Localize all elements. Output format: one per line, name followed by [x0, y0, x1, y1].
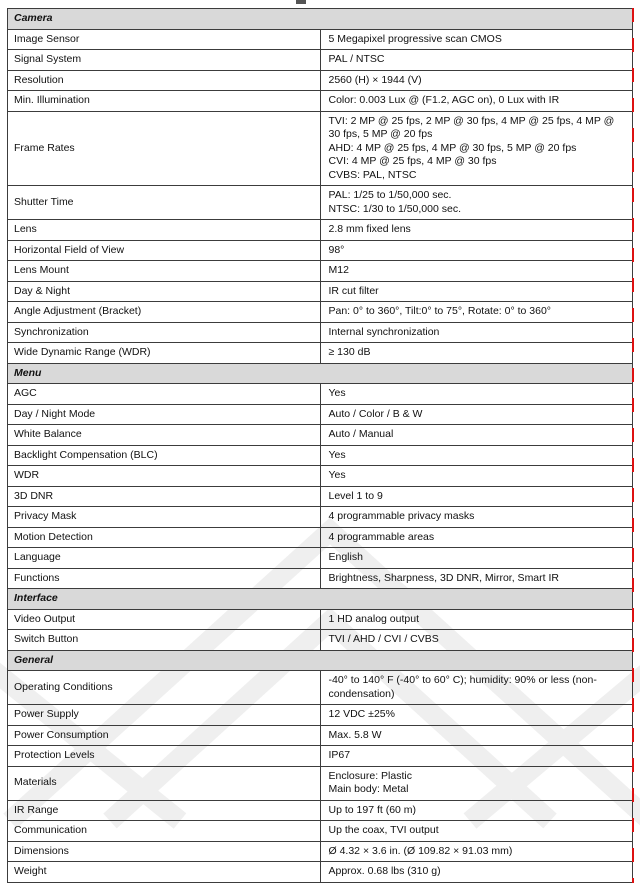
section-header-general: General	[8, 650, 633, 671]
spec-value	[320, 568, 633, 589]
spec-value-line: 2.8 mm fixed lens	[328, 223, 411, 235]
table-row	[8, 725, 633, 746]
table-row	[8, 841, 633, 862]
table-row	[8, 445, 633, 466]
spec-label: 3D DNR	[8, 486, 321, 507]
table-row	[8, 240, 633, 261]
table-row	[8, 746, 633, 767]
spec-label: Synchronization	[8, 322, 321, 343]
spec-value	[320, 609, 633, 630]
table-row	[8, 384, 633, 405]
spec-value-line: NTSC: 1/30 to 1/50,000 sec.	[328, 202, 461, 215]
spec-value	[320, 821, 633, 842]
spec-value	[320, 70, 633, 91]
section-header-interface: Interface	[8, 589, 633, 610]
spec-value	[320, 841, 633, 862]
spec-value-line: Yes	[328, 387, 346, 399]
spec-label: Power Supply	[8, 705, 321, 726]
spec-label: AGC	[8, 384, 321, 405]
table-row	[8, 486, 633, 507]
spec-label: Functions	[8, 568, 321, 589]
spec-label: White Balance	[8, 425, 321, 446]
spec-value-line: Approx. 0.68 lbs (310 g)	[328, 865, 441, 877]
table-row	[8, 302, 633, 323]
spec-value	[320, 548, 633, 569]
section-row	[8, 589, 633, 610]
spec-value-line: IR cut filter	[328, 284, 379, 297]
table-row	[8, 862, 633, 883]
table-row	[8, 548, 633, 569]
section-row	[8, 9, 633, 30]
spec-value	[320, 343, 633, 364]
table-row	[8, 261, 633, 282]
spec-label: Min. Illumination	[8, 91, 321, 112]
spec-value	[320, 527, 633, 548]
spec-label: Wide Dynamic Range (WDR)	[8, 343, 321, 364]
table-row	[8, 220, 633, 241]
spec-label: Frame Rates	[8, 111, 321, 186]
spec-label: Resolution	[8, 70, 321, 91]
spec-value-line: 2560 (H) × 1944 (V)	[328, 73, 422, 86]
spec-table-wrap	[7, 8, 633, 883]
spec-value	[320, 445, 633, 466]
table-row	[8, 568, 633, 589]
spec-value-line: PAL / NTSC	[328, 53, 385, 65]
spec-value-line: -40° to 140° F (-40° to 60° C); humidity: 90% or less (non-condensation)	[328, 674, 597, 700]
spec-label: Materials	[8, 766, 321, 800]
spec-value-line: Max. 5.8 W	[328, 728, 382, 741]
table-row	[8, 91, 633, 112]
table-row	[8, 671, 633, 705]
spec-value	[320, 261, 633, 282]
table-row	[8, 466, 633, 487]
table-row	[8, 821, 633, 842]
section-row	[8, 363, 633, 384]
table-row	[8, 425, 633, 446]
spec-value	[320, 404, 633, 425]
spec-value-line: Level 1 to 9	[328, 489, 383, 502]
spec-value-line: Yes	[328, 448, 346, 461]
spec-value	[320, 486, 633, 507]
spec-value	[320, 302, 633, 323]
table-row	[8, 507, 633, 528]
table-row	[8, 111, 633, 186]
spec-label: IR Range	[8, 800, 321, 821]
spec-value-line: CVI: 4 MP @ 25 fps, 4 MP @ 30 fps	[328, 155, 497, 167]
spec-table-body	[8, 9, 633, 883]
spec-value-line: Up the coax, TVI output	[328, 824, 439, 836]
spec-label: Dimensions	[8, 841, 321, 862]
spec-value-line: 12 VDC ±25%	[328, 708, 395, 720]
spec-value-line: ≥ 130 dB	[328, 346, 371, 358]
spec-label: Angle Adjustment (Bracket)	[8, 302, 321, 323]
spec-value	[320, 746, 633, 767]
spec-value	[320, 507, 633, 528]
spec-value-line: Auto / Color / B & W	[328, 407, 423, 420]
spec-value	[320, 766, 633, 800]
spec-value-line: Color: 0.003 Lux @ (F1.2, AGC on), 0 Lux with IR	[328, 94, 560, 106]
spec-value-line: Internal synchronization	[328, 325, 440, 338]
table-row	[8, 70, 633, 91]
page-crop-artifact	[296, 0, 306, 4]
spec-value	[320, 862, 633, 883]
spec-value-line: IP67	[328, 749, 351, 761]
table-row	[8, 186, 633, 220]
table-row	[8, 343, 633, 364]
spec-label: Operating Conditions	[8, 671, 321, 705]
spec-label: Lens Mount	[8, 261, 321, 282]
spec-value-line: Ø 4.32 × 3.6 in. (Ø 109.82 × 91.03 mm)	[328, 844, 513, 857]
spec-label: Video Output	[8, 609, 321, 630]
spec-label: WDR	[8, 466, 321, 487]
spec-value	[320, 111, 633, 186]
spec-label: Day & Night	[8, 281, 321, 302]
table-row	[8, 50, 633, 71]
section-header-camera: Camera	[8, 9, 633, 30]
spec-value	[320, 725, 633, 746]
spec-value-line: TVI / AHD / CVI / CVBS	[328, 633, 439, 645]
spec-label: Lens	[8, 220, 321, 241]
spec-value	[320, 322, 633, 343]
table-row	[8, 800, 633, 821]
spec-value	[320, 29, 633, 50]
spec-value	[320, 220, 633, 241]
spec-value	[320, 425, 633, 446]
spec-value	[320, 281, 633, 302]
section-header-menu: Menu	[8, 363, 633, 384]
spec-value-line: Yes	[328, 469, 346, 481]
spec-value-line: Pan: 0° to 360°, Tilt:0° to 75°, Rotate: 0° to 360°	[328, 305, 551, 317]
spec-label: Horizontal Field of View	[8, 240, 321, 261]
spec-value-line: PAL: 1/25 to 1/50,000 sec.	[328, 189, 452, 201]
spec-value-line: Up to 197 ft (60 m)	[328, 803, 417, 816]
table-row	[8, 322, 633, 343]
spec-label: Day / Night Mode	[8, 404, 321, 425]
spec-label: Weight	[8, 862, 321, 883]
spec-value-line: 5 Megapixel progressive scan CMOS	[328, 32, 502, 45]
spec-value-line: 4 programmable areas	[328, 530, 435, 543]
spec-label: Communication	[8, 821, 321, 842]
spec-value	[320, 671, 633, 705]
table-row	[8, 766, 633, 800]
spec-label: Motion Detection	[8, 527, 321, 548]
table-row	[8, 29, 633, 50]
spec-value-line: Main body: Metal	[328, 783, 409, 795]
spec-label: Backlight Compensation (BLC)	[8, 445, 321, 466]
spec-value	[320, 705, 633, 726]
spec-value	[320, 50, 633, 71]
spec-value	[320, 800, 633, 821]
spec-value	[320, 630, 633, 651]
spec-value	[320, 91, 633, 112]
spec-label: Power Consumption	[8, 725, 321, 746]
spec-value	[320, 466, 633, 487]
spec-label: Signal System	[8, 50, 321, 71]
spec-label: Switch Button	[8, 630, 321, 651]
spec-value-line: Brightness, Sharpness, 3D DNR, Mirror, Smart IR	[328, 571, 559, 584]
spec-value-line: English	[328, 551, 363, 563]
table-row	[8, 404, 633, 425]
spec-value-line: 1 HD analog output	[328, 612, 419, 625]
table-row	[8, 630, 633, 651]
spec-label: Language	[8, 548, 321, 569]
spec-label: Privacy Mask	[8, 507, 321, 528]
spec-value	[320, 240, 633, 261]
spec-value-line: M12	[328, 264, 349, 276]
spec-label: Shutter Time	[8, 186, 321, 220]
spec-label: Image Sensor	[8, 29, 321, 50]
spec-value	[320, 384, 633, 405]
table-row	[8, 705, 633, 726]
spec-value-line: Auto / Manual	[328, 428, 394, 440]
spec-value-line: 4 programmable privacy masks	[328, 510, 475, 522]
table-row	[8, 609, 633, 630]
spec-value	[320, 186, 633, 220]
spec-value-line: Enclosure: Plastic	[328, 769, 412, 782]
table-row	[8, 281, 633, 302]
spec-value-line: TVI: 2 MP @ 25 fps, 2 MP @ 30 fps, 4 MP @ 25 fps, 4 MP @ 30 fps, 5 MP @ 20 fps	[328, 114, 615, 140]
spec-value-line: AHD: 4 MP @ 25 fps, 4 MP @ 30 fps, 5 MP @ 20 fps	[328, 141, 577, 154]
spec-label: Protection Levels	[8, 746, 321, 767]
table-row	[8, 527, 633, 548]
spec-value-line: CVBS: PAL, NTSC	[328, 168, 417, 181]
spec-table	[7, 8, 633, 883]
section-row	[8, 650, 633, 671]
spec-value-line: 98°	[328, 243, 345, 256]
